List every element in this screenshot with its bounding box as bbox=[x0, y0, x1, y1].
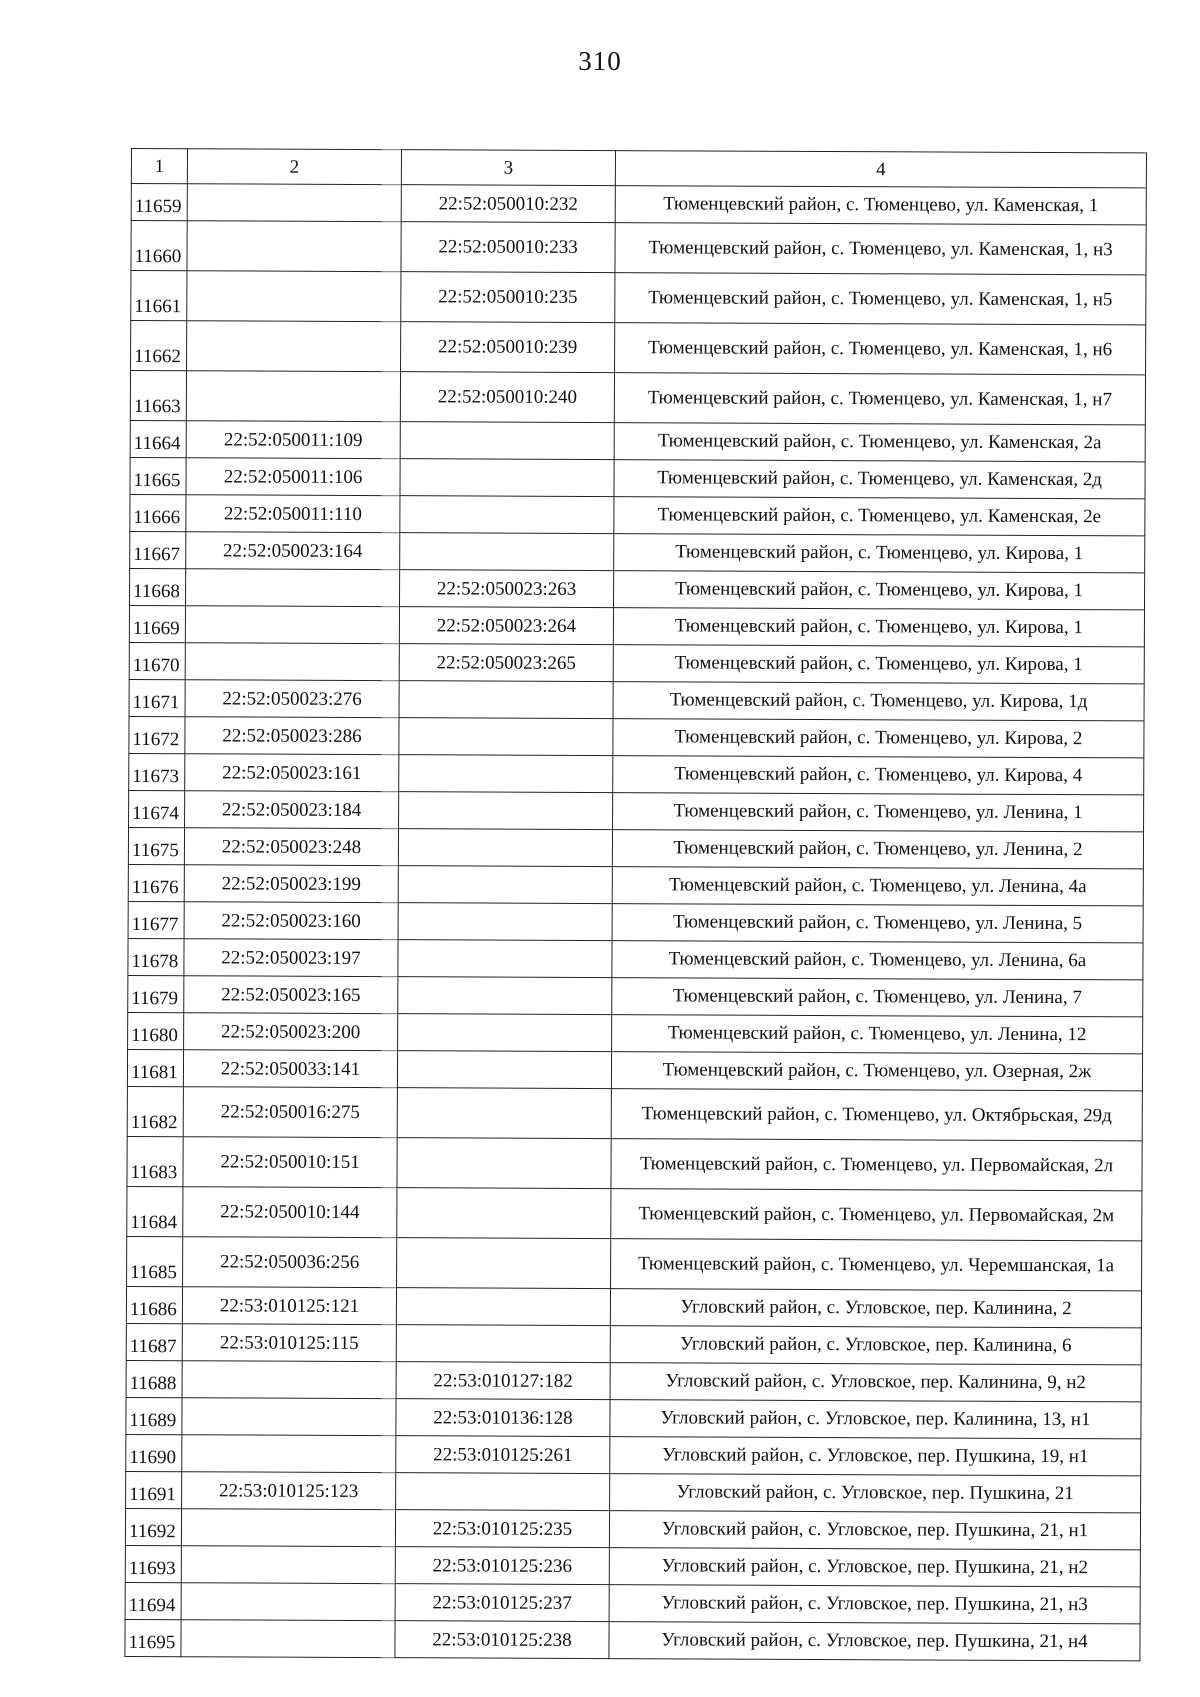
table-row bbox=[130, 568, 1145, 609]
address: Тюменцевский район, с. Тюменцево, ул. Кирова, 1 bbox=[614, 534, 1145, 573]
table-row bbox=[127, 1186, 1142, 1240]
address: Угловский район, с. Угловское, пер. Пушкина, 21, н1 bbox=[609, 1511, 1140, 1550]
cadastral-number-col2 bbox=[181, 1583, 395, 1621]
row-number: 11682 bbox=[127, 1086, 183, 1136]
cadastral-number-col3 bbox=[397, 1088, 611, 1139]
table-row bbox=[128, 827, 1143, 868]
row-number: 11692 bbox=[125, 1508, 181, 1545]
cadastral-number-col2 bbox=[182, 1435, 396, 1473]
table-row bbox=[127, 1136, 1142, 1190]
cadastral-number-col3 bbox=[396, 1473, 610, 1511]
address: Тюменцевский район, с. Тюменцево, ул. Каменская, 2д bbox=[614, 460, 1145, 499]
cadastral-number-col2 bbox=[187, 321, 401, 372]
address: Тюменцевский район, с. Тюменцево, ул. Каменская, 1 bbox=[615, 186, 1146, 225]
table-row bbox=[128, 938, 1143, 979]
header-col-3: 3 bbox=[401, 150, 615, 186]
cadastral-number-col2: 22:53:010125:121 bbox=[182, 1287, 396, 1325]
header-col-4: 4 bbox=[615, 151, 1146, 188]
table-row bbox=[131, 271, 1146, 325]
address: Угловский район, с. Угловское, пер. Пушкина, 19, н1 bbox=[610, 1437, 1141, 1476]
table-row bbox=[128, 901, 1143, 942]
address: Тюменцевский район, с. Тюменцево, ул. Первомайская, 2м bbox=[611, 1189, 1142, 1241]
address: Тюменцевский район, с. Тюменцево, ул. Кирова, 2 bbox=[613, 719, 1144, 758]
table-row bbox=[126, 1471, 1141, 1512]
cadastral-number-col3 bbox=[397, 1188, 611, 1239]
cadastral-number-col3: 22:52:050023:264 bbox=[399, 607, 613, 645]
table-row bbox=[129, 753, 1144, 794]
row-number: 11684 bbox=[127, 1186, 183, 1236]
row-number: 11668 bbox=[130, 568, 186, 605]
table-row bbox=[127, 1236, 1142, 1290]
address: Тюменцевский район, с. Тюменцево, ул. Ленина, 7 bbox=[612, 978, 1143, 1017]
address: Тюменцевский район, с. Тюменцево, ул. Каменская, 2а bbox=[614, 423, 1145, 462]
cadastral-number-col2 bbox=[181, 1620, 395, 1658]
table-row bbox=[130, 494, 1145, 535]
cadastral-number-col2 bbox=[185, 643, 399, 681]
cadastral-number-col2: 22:52:050010:151 bbox=[183, 1137, 397, 1188]
table-row bbox=[126, 1397, 1141, 1438]
row-number: 11680 bbox=[128, 1012, 184, 1049]
header-col-1: 1 bbox=[131, 149, 187, 184]
row-number: 11665 bbox=[130, 457, 186, 494]
address: Тюменцевский район, с. Тюменцево, ул. Кирова, 1д bbox=[613, 682, 1144, 721]
register-table bbox=[124, 148, 1147, 1661]
cadastral-number-col2 bbox=[186, 371, 400, 422]
address: Тюменцевский район, с. Тюменцево, ул. Кирова, 1 bbox=[613, 571, 1144, 610]
cadastral-number-col3: 22:53:010136:128 bbox=[396, 1399, 610, 1437]
cadastral-number-col2 bbox=[187, 221, 401, 272]
cadastral-number-col3: 22:52:050010:232 bbox=[401, 185, 615, 223]
cadastral-number-col3: 22:53:010125:235 bbox=[395, 1510, 609, 1548]
table-body bbox=[125, 184, 1146, 1661]
table-row bbox=[129, 716, 1144, 757]
table-row bbox=[130, 420, 1145, 461]
cadastral-number-col3 bbox=[400, 459, 614, 497]
row-number: 11689 bbox=[126, 1397, 182, 1434]
cadastral-number-col2: 22:52:050023:248 bbox=[184, 828, 398, 866]
cadastral-number-col3 bbox=[397, 1138, 611, 1189]
cadastral-number-col2 bbox=[187, 184, 401, 222]
address: Тюменцевский район, с. Тюменцево, ул. Кирова, 1 bbox=[613, 645, 1144, 684]
cadastral-number-col2 bbox=[182, 1361, 396, 1399]
address: Угловский район, с. Угловское, пер. Пушкина, 21, н3 bbox=[609, 1585, 1140, 1624]
table-row bbox=[131, 221, 1146, 275]
cadastral-number-col3: 22:52:050023:263 bbox=[400, 570, 614, 608]
cadastral-number-col2: 22:52:050036:256 bbox=[183, 1237, 397, 1288]
row-number: 11685 bbox=[127, 1236, 183, 1286]
table-row bbox=[130, 371, 1145, 425]
address: Тюменцевский район, с. Тюменцево, ул. Каменская, 1, н5 bbox=[615, 273, 1146, 325]
cadastral-number-col3 bbox=[400, 496, 614, 534]
cadastral-number-col3 bbox=[400, 533, 614, 571]
cadastral-number-col2: 22:52:050033:141 bbox=[183, 1050, 397, 1088]
table-row bbox=[125, 1582, 1140, 1623]
table-row bbox=[125, 1508, 1140, 1549]
cadastral-number-col2 bbox=[181, 1509, 395, 1547]
row-number: 11674 bbox=[129, 790, 185, 827]
address: Тюменцевский район, с. Тюменцево, ул. Ленина, 12 bbox=[612, 1015, 1143, 1054]
row-number: 11672 bbox=[129, 716, 185, 753]
address: Тюменцевский район, с. Тюменцево, ул. Озерная, 2ж bbox=[611, 1052, 1142, 1091]
address: Тюменцевский район, с. Тюменцево, ул. Ленина, 1 bbox=[613, 793, 1144, 832]
row-number: 11690 bbox=[126, 1434, 182, 1471]
table-row bbox=[128, 975, 1143, 1016]
row-number: 11671 bbox=[129, 679, 185, 716]
table-row bbox=[129, 605, 1144, 646]
cadastral-number-col3 bbox=[396, 1288, 610, 1326]
cadastral-number-col3: 22:52:050010:239 bbox=[401, 322, 615, 373]
address: Угловский район, с. Угловское, пер. Калинина, 2 bbox=[610, 1289, 1141, 1328]
row-number: 11662 bbox=[131, 321, 187, 371]
cadastral-number-col2: 22:52:050023:161 bbox=[185, 754, 399, 792]
cadastral-number-col3 bbox=[398, 903, 612, 941]
address: Тюменцевский район, с. Тюменцево, ул. Каменская, 1, н3 bbox=[615, 223, 1146, 275]
row-number: 11676 bbox=[128, 864, 184, 901]
row-number: 11677 bbox=[128, 901, 184, 938]
cadastral-number-col2 bbox=[185, 606, 399, 644]
cadastral-number-col2: 22:52:050023:165 bbox=[184, 976, 398, 1014]
cadastral-number-col2: 22:52:050010:144 bbox=[183, 1187, 397, 1238]
cadastral-number-col2: 22:52:050023:200 bbox=[184, 1013, 398, 1051]
address: Угловский район, с. Угловское, пер. Калинина, 13, н1 bbox=[610, 1400, 1141, 1439]
row-number: 11666 bbox=[130, 494, 186, 531]
address: Угловский район, с. Угловское, пер. Пушкина, 21, н2 bbox=[609, 1548, 1140, 1587]
row-number: 11659 bbox=[131, 184, 187, 221]
row-number: 11660 bbox=[131, 221, 187, 271]
cadastral-number-col2: 22:52:050023:164 bbox=[186, 532, 400, 570]
table-row bbox=[131, 184, 1146, 225]
cadastral-number-col2: 22:52:050016:275 bbox=[183, 1087, 397, 1138]
cadastral-number-col2: 22:53:010125:123 bbox=[182, 1472, 396, 1510]
table-row bbox=[130, 531, 1145, 572]
cadastral-number-col3: 22:52:050010:235 bbox=[401, 272, 615, 323]
cadastral-number-col3 bbox=[398, 977, 612, 1015]
cadastral-number-col3: 22:53:010125:236 bbox=[395, 1547, 609, 1585]
cadastral-number-col2: 22:52:050023:160 bbox=[184, 902, 398, 940]
cadastral-number-col3 bbox=[397, 1238, 611, 1289]
cadastral-number-col3 bbox=[398, 866, 612, 904]
cadastral-number-col3 bbox=[398, 829, 612, 867]
cadastral-number-col3: 22:52:050023:265 bbox=[399, 644, 613, 682]
table-row bbox=[129, 642, 1144, 683]
row-number: 11661 bbox=[131, 271, 187, 321]
cadastral-number-col2 bbox=[186, 569, 400, 607]
cadastral-number-col3 bbox=[398, 1014, 612, 1052]
cadastral-number-col3: 22:53:010127:182 bbox=[396, 1362, 610, 1400]
cadastral-number-col3: 22:52:050010:240 bbox=[400, 372, 614, 423]
cadastral-number-col3 bbox=[396, 1325, 610, 1363]
table-row bbox=[127, 1049, 1142, 1090]
row-number: 11686 bbox=[126, 1286, 182, 1323]
table-row bbox=[130, 457, 1145, 498]
row-number: 11693 bbox=[125, 1545, 181, 1582]
cadastral-number-col2 bbox=[182, 1398, 396, 1436]
address: Тюменцевский район, с. Тюменцево, ул. Ленина, 2 bbox=[612, 830, 1143, 869]
cadastral-number-col3: 22:53:010125:238 bbox=[395, 1621, 609, 1659]
header-row bbox=[131, 149, 1146, 188]
table-row bbox=[131, 321, 1146, 375]
cadastral-number-col3 bbox=[397, 1051, 611, 1089]
row-number: 11667 bbox=[130, 531, 186, 568]
table-row bbox=[128, 1012, 1143, 1053]
row-number: 11681 bbox=[127, 1049, 183, 1086]
address: Тюменцевский район, с. Тюменцево, ул. Каменская, 1, н7 bbox=[614, 373, 1145, 425]
address: Тюменцевский район, с. Тюменцево, ул. Кирова, 1 bbox=[613, 608, 1144, 647]
address: Тюменцевский район, с. Тюменцево, ул. Ленина, 4а bbox=[612, 867, 1143, 906]
cadastral-number-col3 bbox=[398, 940, 612, 978]
cadastral-number-col2: 22:52:050023:286 bbox=[185, 717, 399, 755]
row-number: 11695 bbox=[125, 1619, 181, 1656]
cadastral-number-col3 bbox=[399, 718, 613, 756]
cadastral-number-col2: 22:52:050023:199 bbox=[184, 865, 398, 903]
address: Тюменцевский район, с. Тюменцево, ул. Кирова, 4 bbox=[613, 756, 1144, 795]
table-row bbox=[129, 790, 1144, 831]
address: Угловский район, с. Угловское, пер. Пушкина, 21 bbox=[610, 1474, 1141, 1513]
row-number: 11678 bbox=[128, 938, 184, 975]
table-row bbox=[128, 864, 1143, 905]
row-number: 11688 bbox=[126, 1360, 182, 1397]
cadastral-number-col2: 22:52:050023:276 bbox=[185, 680, 399, 718]
cadastral-number-col3 bbox=[399, 755, 613, 793]
address: Тюменцевский район, с. Тюменцево, ул. Черемшанская, 1а bbox=[611, 1239, 1142, 1291]
row-number: 11691 bbox=[126, 1471, 182, 1508]
cadastral-number-col2: 22:52:050023:184 bbox=[185, 791, 399, 829]
cadastral-number-col2: 22:52:050011:106 bbox=[186, 458, 400, 496]
cadastral-number-col3: 22:53:010125:261 bbox=[396, 1436, 610, 1474]
row-number: 11679 bbox=[128, 975, 184, 1012]
row-number: 11663 bbox=[130, 371, 186, 421]
cadastral-number-col2: 22:52:050011:110 bbox=[186, 495, 400, 533]
row-number: 11669 bbox=[129, 605, 185, 642]
cadastral-number-col2 bbox=[181, 1546, 395, 1584]
header-col-2: 2 bbox=[187, 149, 401, 185]
table-header bbox=[131, 149, 1146, 188]
cadastral-number-col3 bbox=[399, 681, 613, 719]
row-number: 11687 bbox=[126, 1323, 182, 1360]
cadastral-number-col3: 22:52:050010:233 bbox=[401, 222, 615, 273]
table-row bbox=[125, 1545, 1140, 1586]
row-number: 11664 bbox=[130, 420, 186, 457]
address: Тюменцевский район, с. Тюменцево, ул. Каменская, 1, н6 bbox=[615, 323, 1146, 375]
address: Тюменцевский район, с. Тюменцево, ул. Ленина, 6а bbox=[612, 941, 1143, 980]
page-number: 310 bbox=[578, 46, 622, 76]
table-row bbox=[127, 1086, 1142, 1140]
table-row bbox=[126, 1434, 1141, 1475]
row-number: 11670 bbox=[129, 642, 185, 679]
row-number: 11683 bbox=[127, 1136, 183, 1186]
address: Угловский район, с. Угловское, пер. Калинина, 6 bbox=[610, 1326, 1141, 1365]
address: Тюменцевский район, с. Тюменцево, ул. Каменская, 2е bbox=[614, 497, 1145, 536]
cadastral-number-col3 bbox=[399, 792, 613, 830]
row-number: 11673 bbox=[129, 753, 185, 790]
table-row bbox=[126, 1323, 1141, 1364]
cadastral-number-col2 bbox=[187, 271, 401, 322]
address: Тюменцевский район, с. Тюменцево, ул. Первомайская, 2л bbox=[611, 1139, 1142, 1191]
table-row bbox=[126, 1360, 1141, 1401]
row-number: 11694 bbox=[125, 1582, 181, 1619]
table-row bbox=[126, 1286, 1141, 1327]
cadastral-number-col3 bbox=[400, 422, 614, 460]
address: Тюменцевский район, с. Тюменцево, ул. Ленина, 5 bbox=[612, 904, 1143, 943]
cadastral-number-col2: 22:53:010125:115 bbox=[182, 1324, 396, 1362]
table-row bbox=[125, 1619, 1140, 1660]
table-row bbox=[129, 679, 1144, 720]
cadastral-number-col2: 22:52:050023:197 bbox=[184, 939, 398, 977]
address: Угловский район, с. Угловское, пер. Калинина, 9, н2 bbox=[610, 1363, 1141, 1402]
cadastral-number-col2: 22:52:050011:109 bbox=[186, 421, 400, 459]
address: Тюменцевский район, с. Тюменцево, ул. Октябрьская, 29д bbox=[611, 1089, 1142, 1141]
address: Угловский район, с. Угловское, пер. Пушкина, 21, н4 bbox=[609, 1622, 1140, 1661]
row-number: 11675 bbox=[128, 827, 184, 864]
cadastral-number-col3: 22:53:010125:237 bbox=[395, 1584, 609, 1622]
